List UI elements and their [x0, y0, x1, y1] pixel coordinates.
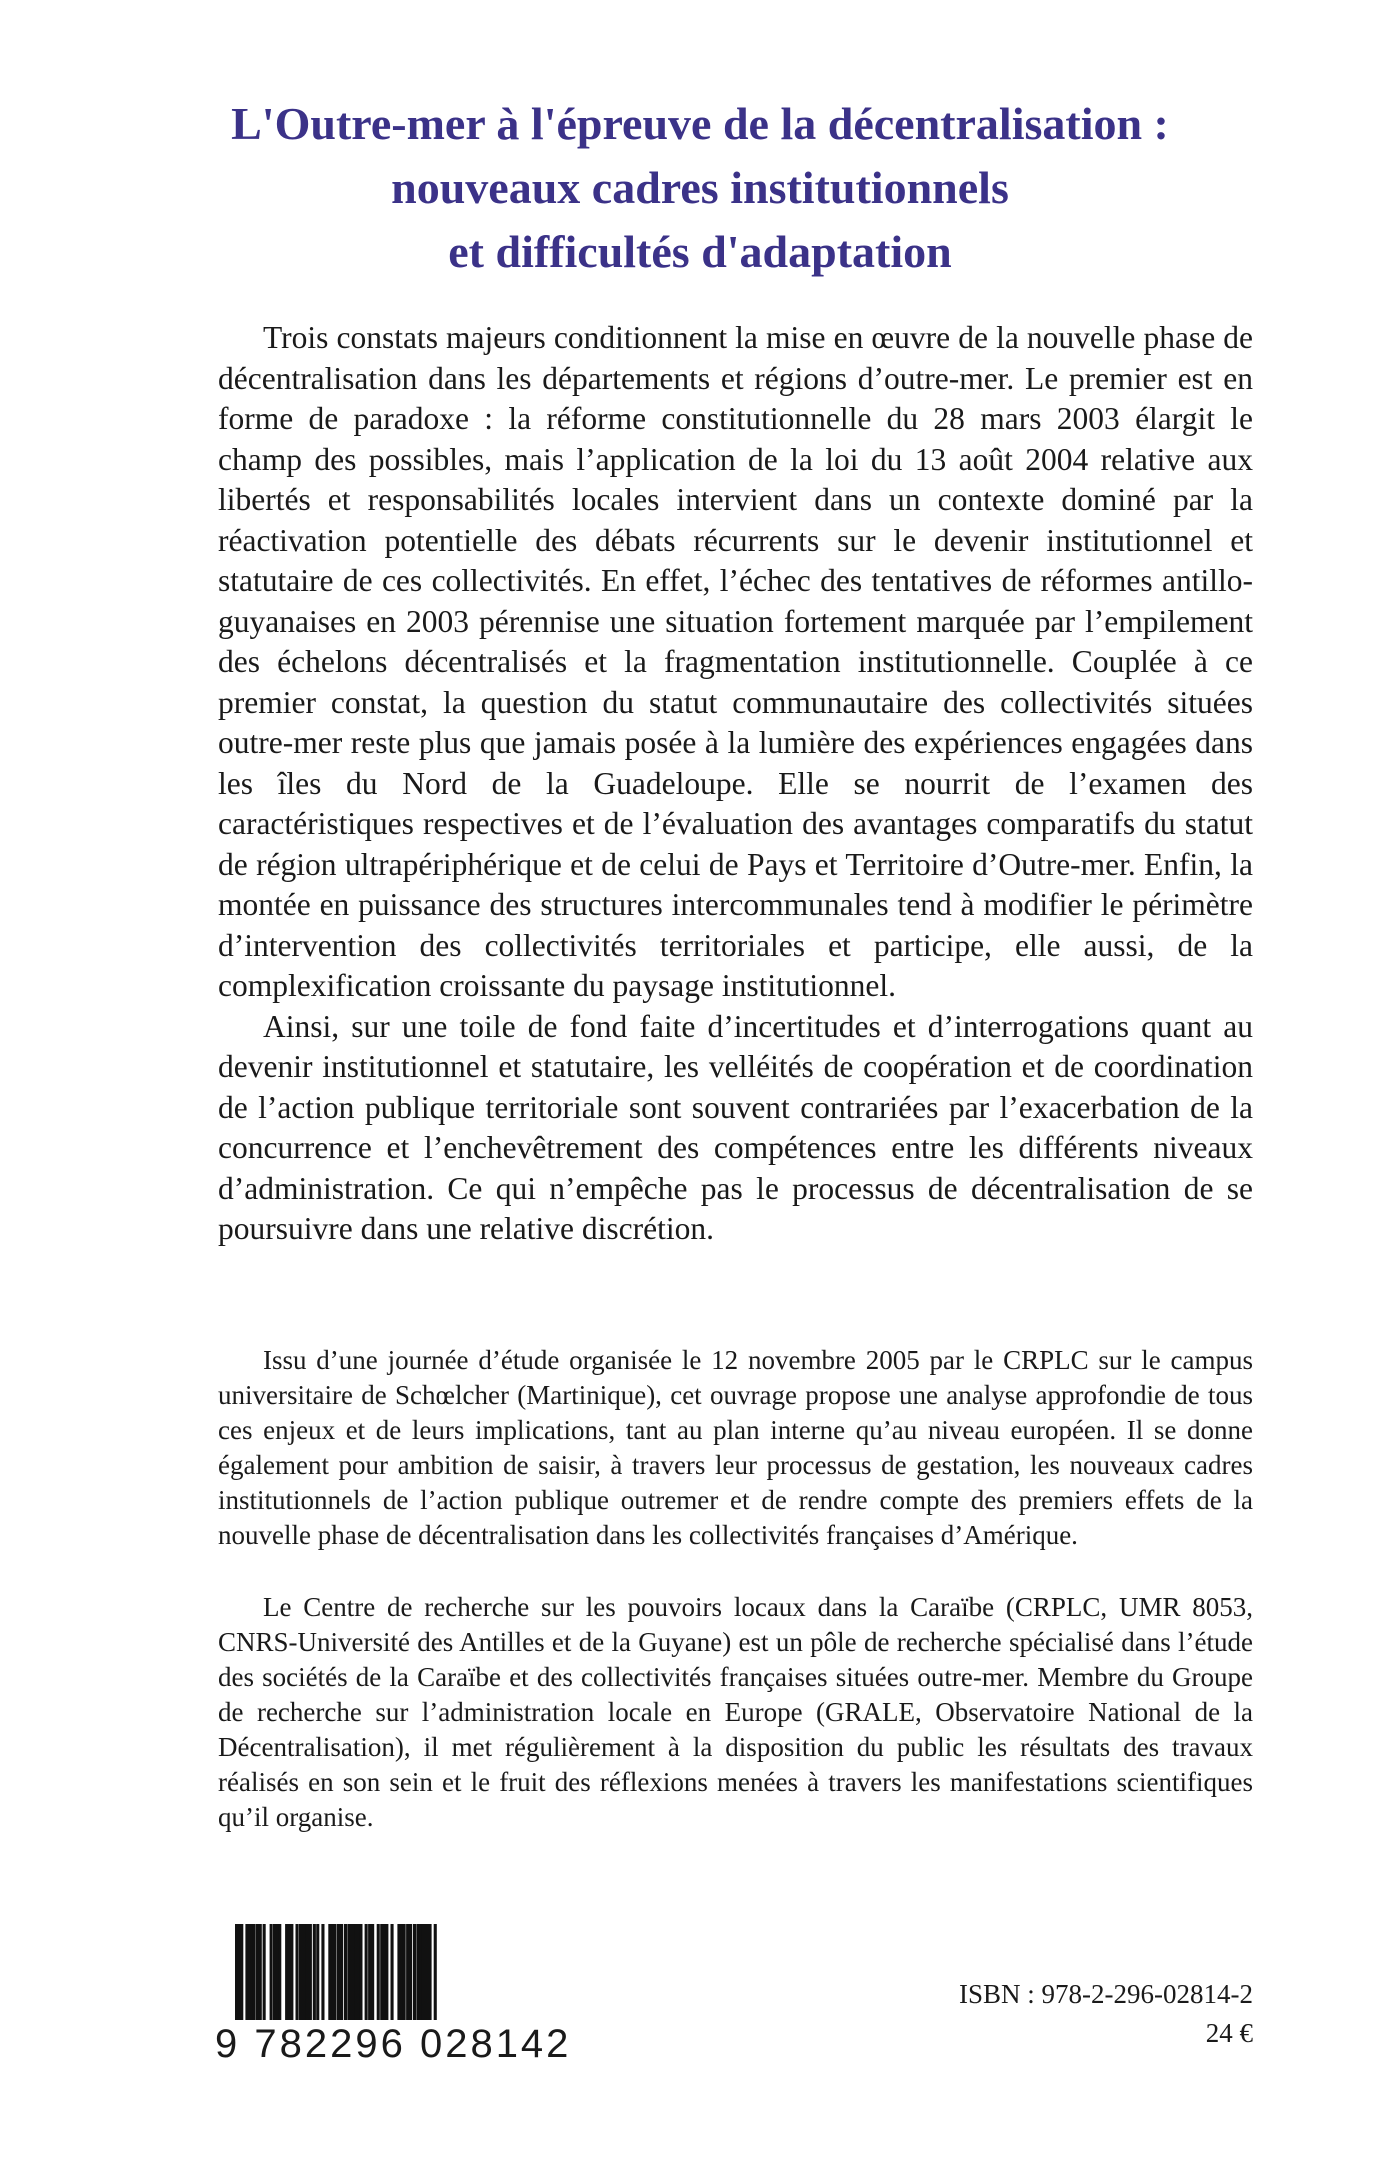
barcode-bar — [377, 1924, 380, 2020]
main-text — [218, 318, 1253, 1250]
barcode-bar — [328, 1924, 334, 2020]
book-title — [0, 92, 1400, 284]
barcode-bar — [290, 1924, 293, 2020]
crplc-paragraph: Le Centre de recherche sur les pouvoirs locaux dans la Caraïbe (CRPLC, UMR 8053, CNRS-Université des Antilles et de la Guyane) est un pôle de recherche spécialisé dans l’étude des sociétés de la Caraïbe et des collectivités françaises situées outre-mer. Membre du Groupe de recherche sur l’administration locale en Europe (GRALE, Observatoire National de la Décentralisation), il met régulièrement à la disposition du public les résultats des travaux réalisés en son sein et le fruit des réflexions menées à travers les manifestations scientifiques qu’il organise. — [218, 1592, 1253, 1832]
about-paragraph: Issu d’une journée d’étude organisée le 12 novembre 2005 par le CRPLC sur le campus universitaire de Schœlcher (Martinique), cet ouvrage propose une analyse approfondie de tous ces enjeux et de leurs implications, tant au plan interne qu’au niveau européen. Il se donne également pour ambition de saisir, à travers leur processus de gestation, les nouveaux cadres institutionnels de l’action publique outremer et de rendre compte des premiers effets de la nouvelle phase de décentralisation dans les collectivités françaises d’Amérique. — [218, 1345, 1253, 1550]
barcode-bar — [416, 1924, 422, 2020]
barcode-bar — [252, 1924, 255, 2020]
main-paragraph-1: Trois constats majeurs conditionnent la mise en œuvre de la nouvelle phase de décentralisation dans les départements et régions d’outre-mer. Le premier est en forme de paradoxe : la réforme constitutionnelle du 28 mars 2003 élargit le champ des possibles, mais l’application de la loi du 13 août 2004 relative aux libertés et responsabilités locales intervient dans un contexte dominé par la réactivation potentielle des débats récurrents sur le devenir institutionnel et statutaire de ces collectivités. En effet, l’échec des tentatives de réformes antillo-guyanaises en 2003 pérennise une situation fortement marquée par l’empilement des échelons décentralisés et la fragmentation institutionnelle. Couplée à ce premier constat, la question du statut communautaire des collectivités situées outre-mer reste plus que jamais posée à la lumière des expériences engagées dans les îles du Nord de la Guadeloupe. Elle se nourrit de l’examen des caractéristiques respectives et de l’évaluation des avantages comparatifs du statut de région ultrapériphérique et de celui de Pays et Territoire d’Outre-mer. Enfin, la montée en puissance des structures intercommunales tend à modifier le périmètre d’intervention des collectivités territoriales et participe, elle aussi, de la complexification croissante du paysage institutionnel. — [218, 320, 1253, 1003]
barcode-bar — [354, 1924, 360, 2020]
title-line-1: L'Outre-mer à l'épreuve de la décentralisation : — [231, 98, 1169, 149]
publisher-text — [218, 1590, 1253, 1835]
barcode-bar — [368, 1924, 374, 2020]
barcode-bar — [270, 1924, 273, 2020]
barcode-bar — [397, 1924, 403, 2020]
barcode-bars — [235, 1924, 515, 2024]
title-line-2: nouveaux cadres institutionnels — [391, 162, 1009, 213]
barcode-bar — [413, 1924, 416, 2020]
barcode-bar — [334, 1924, 337, 2020]
barcode-bar — [273, 1924, 279, 2020]
barcode-bar — [296, 1924, 299, 2020]
isbn-number: ISBN : 978-2-296-02814-2 — [959, 1979, 1253, 2009]
barcode-bar — [313, 1924, 316, 2020]
barcode-bar — [235, 1924, 241, 2020]
barcode-bar — [321, 1924, 324, 2020]
barcode-bar — [306, 1924, 312, 2020]
barcode-bar — [365, 1924, 368, 2020]
barcode-bar — [403, 1924, 406, 2020]
main-paragraph-2: Ainsi, sur une toile de fond faite d’incertitudes et d’interrogations quant au devenir institutionnel et statutaire, les velléités de coopération et de coordination de l’action publique territoriale sont souvent contrariées par l’exacerbation de la concurrence et l’enchevêtrement des compétences entre les différents niveaux d’administration. Ce qui n’empêche pas le processus de décentralisation de se poursuivre dans une relative discrétion. — [218, 1008, 1253, 1246]
barcode-bar — [359, 1924, 362, 2020]
about-book-text — [218, 1343, 1253, 1553]
barcode-bar — [263, 1924, 266, 2020]
price: 24 € — [1205, 2018, 1253, 2048]
barcode-bar — [278, 1924, 281, 2020]
title-line-3: et difficultés d'adaptation — [448, 226, 952, 277]
barcode-digits: 9 782296 028142 — [215, 2022, 572, 2066]
barcode — [215, 1924, 572, 2066]
barcode-bar — [285, 1924, 291, 2020]
barcode-bar — [316, 1924, 319, 2020]
barcode-bar — [337, 1924, 343, 2020]
barcode-bar — [429, 1924, 432, 2020]
barcode-bar — [344, 1924, 347, 2020]
barcode-bar — [406, 1924, 412, 2020]
barcode-bar — [434, 1924, 437, 2020]
barcode-bar — [391, 1924, 394, 2020]
barcode-bar — [256, 1924, 262, 2020]
barcode-bar — [240, 1924, 243, 2020]
barcode-bar — [385, 1924, 388, 2020]
